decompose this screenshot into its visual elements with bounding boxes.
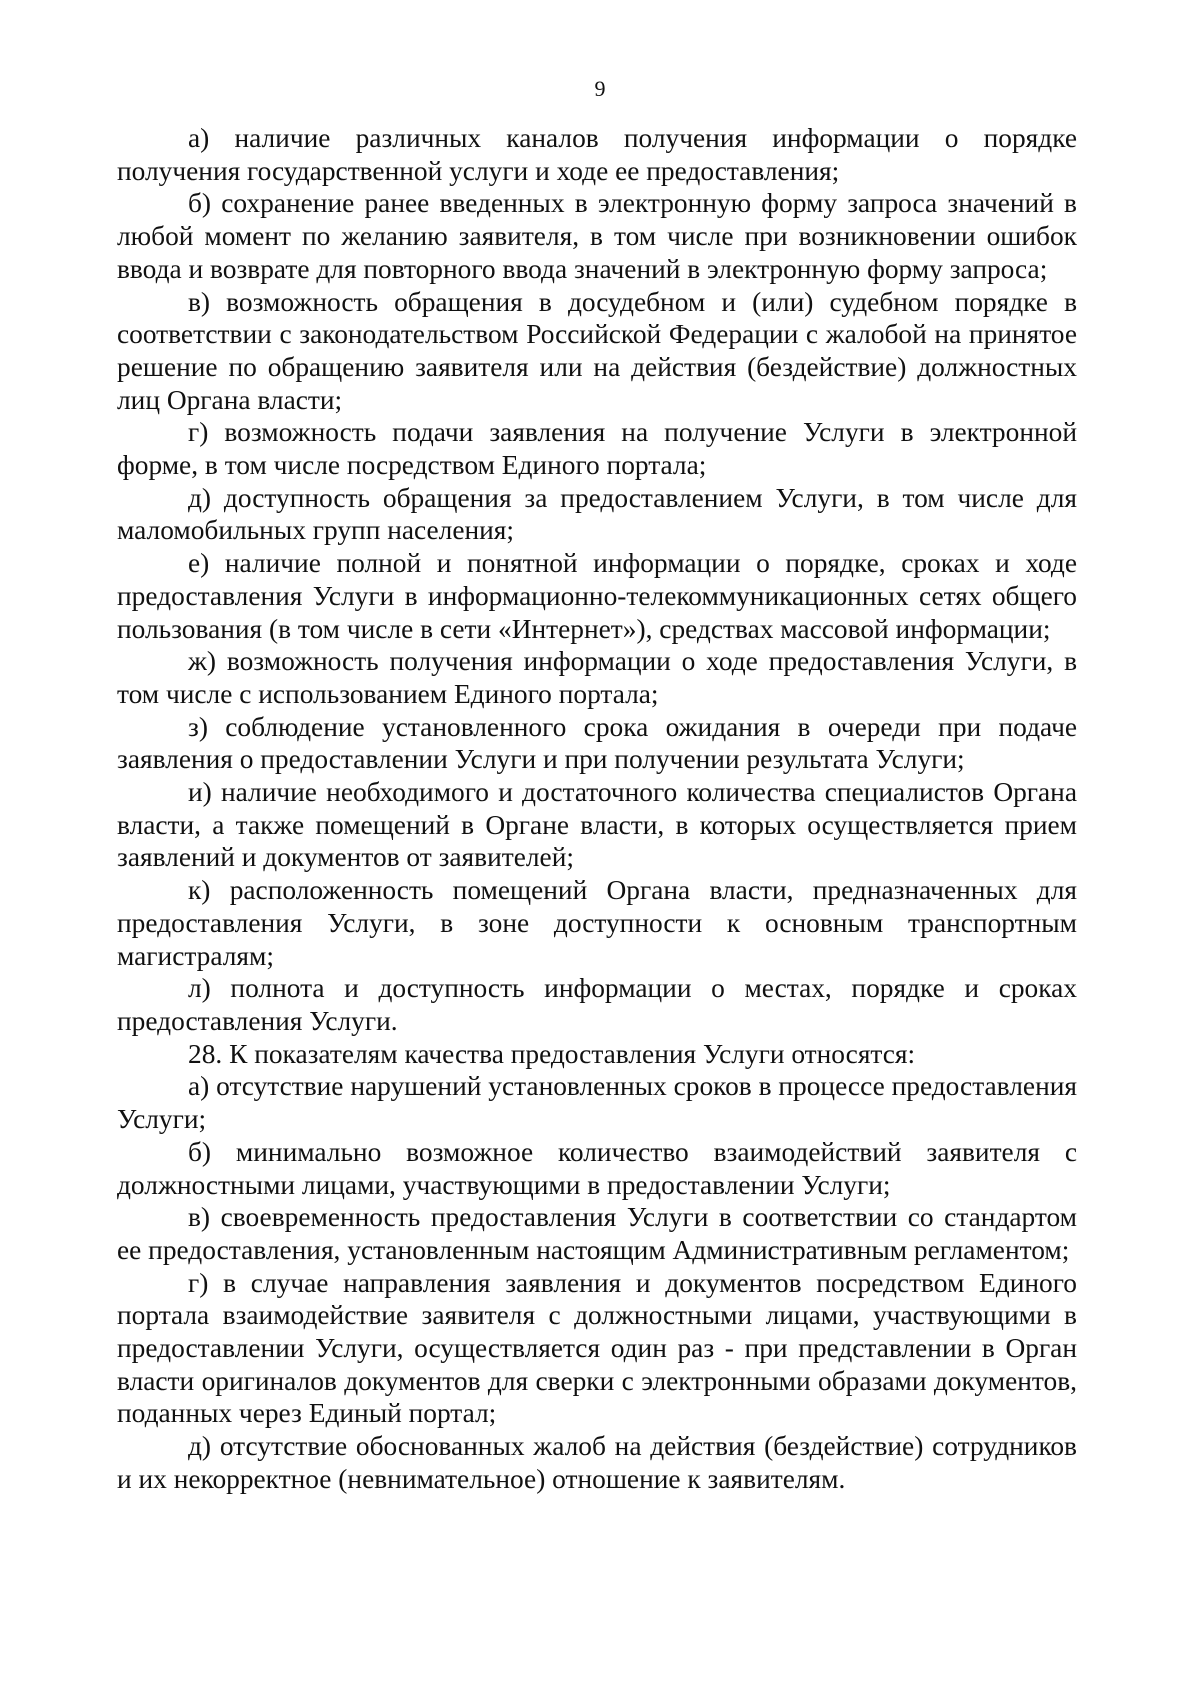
paragraph-item-i-specialists: и) наличие необходимого и достаточного количества специалистов Органа власти, а также помещений в Органе власти, в которых осуществляется прием заявлений и документов от заявителей; (117, 777, 1077, 873)
paragraph-item-k-location: к) расположенность помещений Органа власти, предназначенных для предоставления Услуги, в зоне доступности к основным транспортным магистралям; (117, 875, 1077, 971)
page-number: 9 (594, 76, 606, 101)
paragraph-item-b-interactions: б) минимально возможное количество взаимодействий заявителя с должностными лицами, участвующими в предоставлении Услуги; (117, 1136, 1077, 1200)
paragraph-item-z-queue-time: з) соблюдение установленного срока ожидания в очереди при подаче заявления о предоставлении Услуги и при получении результата Услуги; (117, 711, 1077, 775)
paragraph-item-g-electronic-form: г) возможность подачи заявления на получение Услуги в электронной форме, в том числе посредством Единого портала; (117, 417, 1077, 481)
document-body (117, 122, 1077, 1496)
paragraph-item-e-information: е) наличие полной и понятной информации о порядке, сроках и ходе предоставления Услуги в информационно-телекоммуникационных сетях общего пользования (в том числе в сети «Интернет»), средствах массовой информации; (117, 548, 1077, 644)
paragraph-item-a-deadlines: а) отсутствие нарушений установленных сроков в процессе предоставления Услуги; (117, 1071, 1077, 1135)
paragraph-item-b-form-values: б) сохранение ранее введенных в электронную форму запроса значений в любой момент по желанию заявителя, в том числе при возникновении ошибок ввода и возврате для повторного ввода значений в электронную форму запроса; (117, 188, 1077, 284)
paragraph-item-v-appeal: в) возможность обращения в досудебном и (или) судебном порядке в соответствии с законодательством Российской Федерации с жалобой на принятое решение по обращению заявителя или на действия (бездействие) должностных лиц Органа власти; (117, 286, 1077, 415)
paragraph-item-zh-status-info: ж) возможность получения информации о ходе предоставления Услуги, в том числе с использованием Единого портала; (117, 646, 1077, 709)
paragraph-item-v-timeliness: в) своевременность предоставления Услуги в соответствии со стандартом ее предоставления, установленным настоящим Административным регламентом; (117, 1202, 1077, 1265)
paragraph-item-d-complaints: д) отсутствие обоснованных жалоб на действия (бездействие) сотрудников и их некорректное (невнимательное) отношение к заявителям. (117, 1431, 1077, 1494)
paragraph-item-a-channels: а) наличие различных каналов получения информации о порядке получения государственной услуги и ходе ее предоставления; (117, 123, 1077, 186)
paragraph-item-d-accessibility: д) доступность обращения за предоставлением Услуги, в том числе для маломобильных групп населения; (117, 482, 1077, 546)
paragraph-item-l-completeness: л) полнота и доступность информации о местах, порядке и сроках предоставления Услуги. (117, 973, 1077, 1036)
paragraph-item-g-portal-interaction: г) в случае направления заявления и документов посредством Единого портала взаимодействие заявителя с должностными лицами, участвующими в предоставлении Услуги, осуществляется один раз - при представлении в Орган власти оригиналов документов для сверки с электронными образами документов, поданных через Единый портал; (117, 1267, 1077, 1429)
paragraph-section-28-heading: 28. К показателям качества предоставления Услуги относятся: (188, 1038, 916, 1069)
